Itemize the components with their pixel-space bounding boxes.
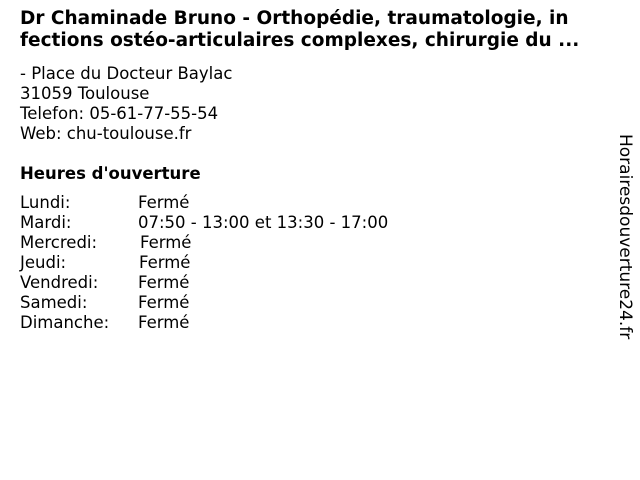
page-title: [20, 8, 620, 52]
hours-heading: Heures d'ouverture: [20, 164, 201, 183]
hours-value: 07:50 - 13:00 et 13:30 - 17:00: [138, 213, 389, 232]
website: Web: chu-toulouse.fr: [20, 124, 192, 143]
hours-value: Fermé: [140, 233, 192, 252]
day-label: Lundi:: [20, 193, 71, 212]
hours-value: Fermé: [139, 253, 191, 272]
day-label: Dimanche:: [20, 313, 110, 332]
day-label: Vendredi:: [20, 273, 99, 292]
hours-value: Fermé: [138, 313, 190, 332]
hours-value: Fermé: [138, 293, 190, 312]
street-address: - Place du Docteur Baylac: [20, 64, 233, 83]
watermark-text: Horairesdouverture24.fr: [615, 134, 635, 340]
day-label: Samedi:: [20, 293, 88, 312]
day-label: Mardi:: [20, 213, 72, 232]
title-line-2: fections ostéo-articulaires complexes, chirurgie du ...: [20, 30, 580, 51]
hours-value: Fermé: [138, 193, 190, 212]
hours-value: Fermé: [138, 273, 190, 292]
city: 31059 Toulouse: [20, 84, 150, 103]
address-block: [20, 64, 232, 144]
site-watermark: [610, 134, 638, 374]
phone-number: Telefon: 05-61-77-55-54: [20, 104, 219, 123]
title-line-1: Dr Chaminade Bruno - Orthopédie, traumatologie, in: [20, 8, 569, 29]
day-label: Mercredi:: [20, 233, 98, 252]
day-label: Jeudi:: [20, 253, 67, 272]
